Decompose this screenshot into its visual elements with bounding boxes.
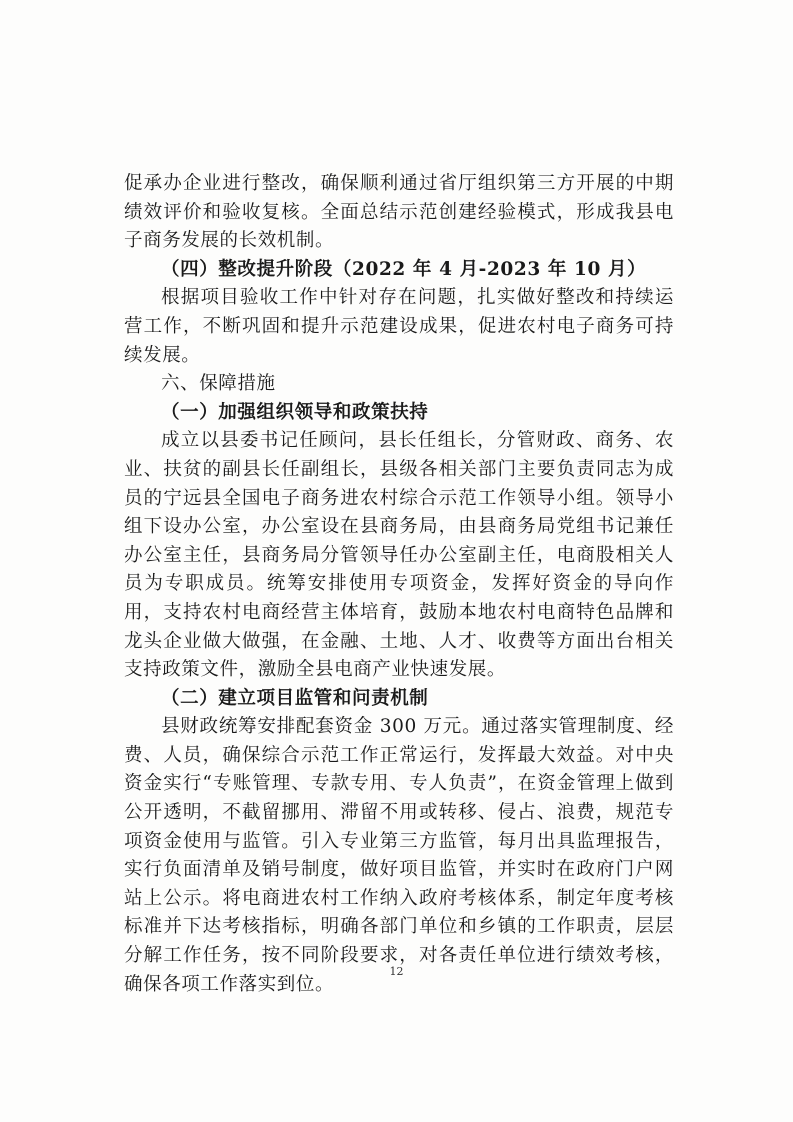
paragraph-organization: 成立以县委书记任顾问，县长任组长，分管财政、商务、农业、扶贫的副县长任副组长，县级各相关部门主要负责同志为成员的宁远县全国电子商务进农村综合示范工作领导小组。领导小组下设办公室，办公室设在县商务局，由县商务局党组书记兼任办公室主任，县商务局分管领导任办公室副主任，电商股相关人员为专职成员。统筹安排使用专项资金，发挥好资金的导向作用，支持农村电商经营主体培育，鼓励本地农村电商特色品牌和龙头企业做大做强，在金融、土地、人才、收费等方面出台相关支持政策文件，激励全县电商产业快速发展。 (124, 430, 674, 681)
document-body (124, 170, 674, 999)
page-number: 12 (389, 965, 404, 978)
heading-phase-four: （四）整改提升阶段（2022 年 4 月-2023 年 10 月） (161, 258, 647, 280)
paragraph-continuation: 促承办企业进行整改，确保顺利通过省厅组织第三方开展的中期绩效评价和验收复核。全面总结示范创建经验模式，形成我县电子商务发展的长效机制。 (124, 173, 674, 252)
heading-section-six: 六、保障措施 (161, 373, 276, 395)
heading-supervision: （二）建立项目监管和问责机制 (161, 687, 429, 709)
paragraph-supervision: 县财政统筹安排配套资金 300 万元。通过落实管理制度、经费、人员，确保综合示范工作正常运行，发挥最大效益。对中央资金实行“专账管理、专款专用、专人负责”，在资金管理上做到公开透明，不截留挪用、滞留不用或转移、侵占、浪费，规范专项资金使用与监管。引入专业第三方监管，每月出具监理报告，实行负面清单及销号制度，做好项目监管，并实时在政府门户网站上公示。将电商进农村工作纳入政府考核体系，制定年度考核标准并下达考核指标，明确各部门单位和乡镇的工作职责，层层分解工作任务，按不同阶段要求，对各责任单位进行绩效考核，确保各项工作落实到位。 (124, 716, 674, 995)
heading-organization: （一）加强组织领导和政策扶持 (161, 401, 429, 423)
paragraph-phase-four: 根据项目验收工作中针对存在问题，扎实做好整改和持续运营工作，不断巩固和提升示范建设成果，促进农村电子商务可持续发展。 (124, 287, 674, 366)
